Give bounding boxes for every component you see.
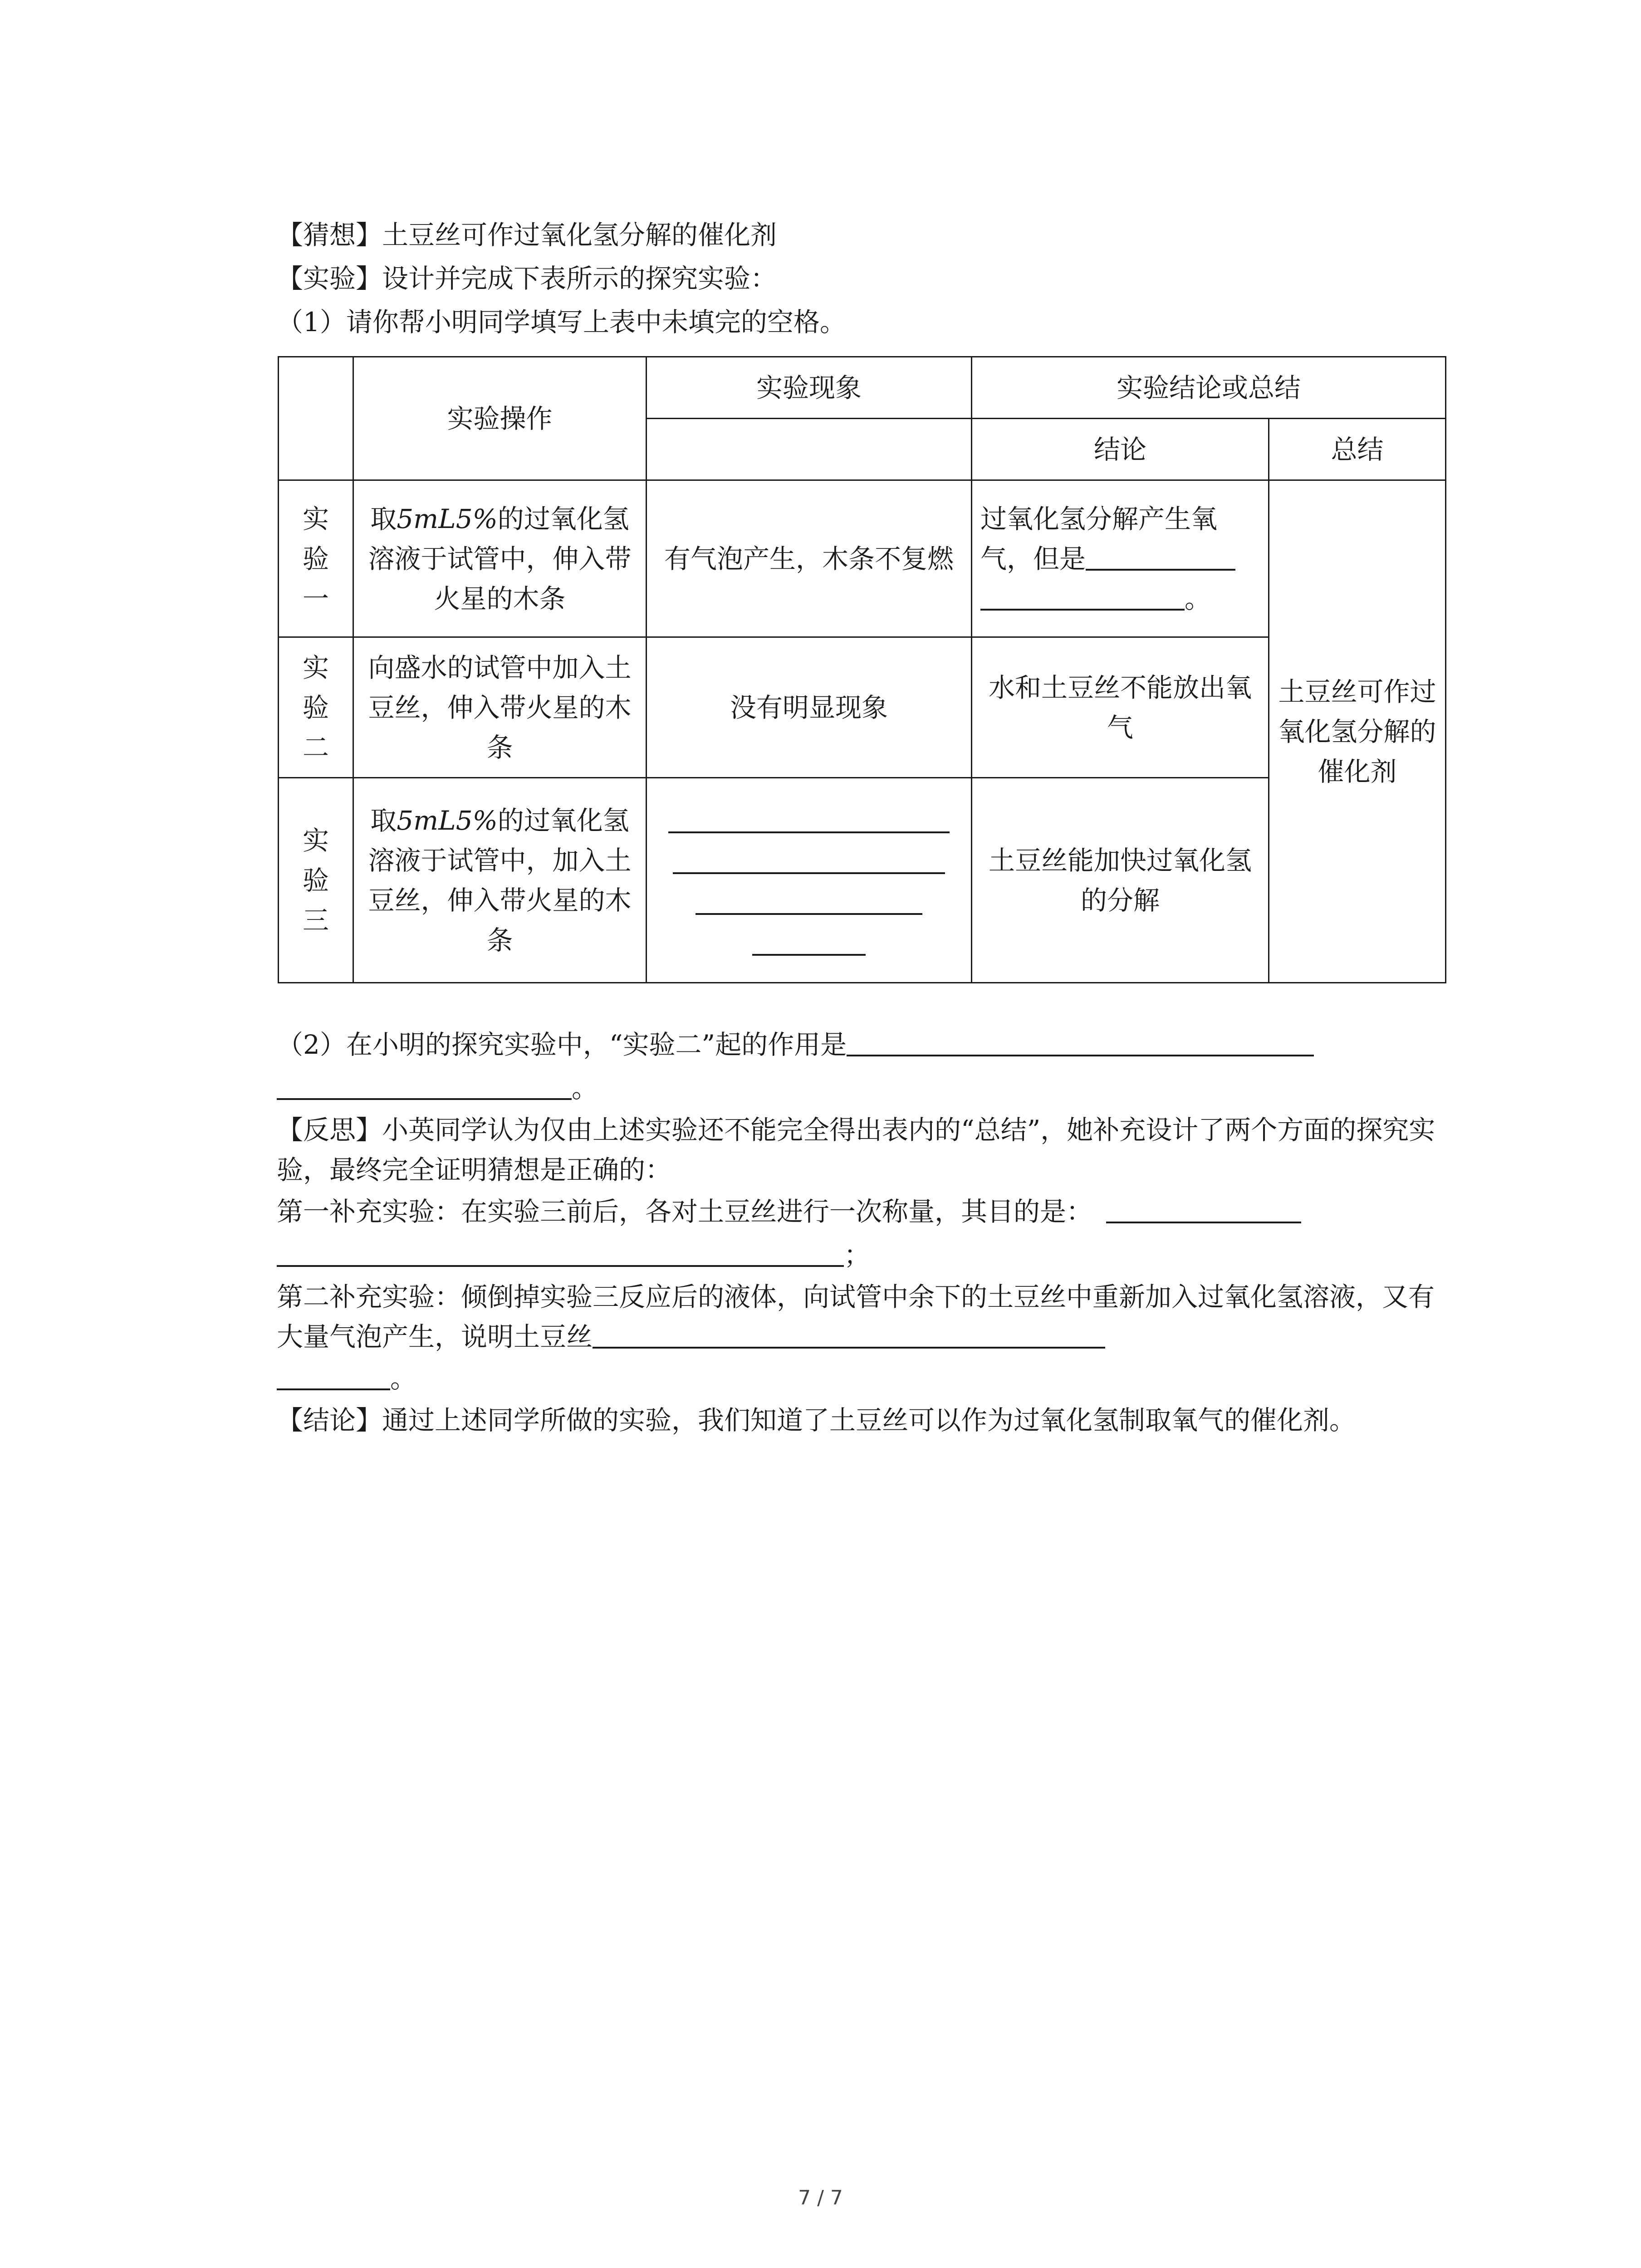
phenomenon-cell: 没有明显现象	[647, 637, 972, 778]
table-corner-cell	[279, 357, 353, 480]
supplement-2-continue: 。	[277, 1357, 1447, 1400]
operation-cell: 向盛水的试管中加入土豆丝，伸入带火星的木条	[353, 637, 647, 778]
header-summary: 总结	[1269, 419, 1446, 480]
questions-block	[277, 1023, 1447, 1440]
table-row	[279, 480, 1446, 637]
guess-line: 【猜想】土豆丝可作过氧化氢分解的催化剂	[277, 220, 777, 250]
intro-block	[277, 213, 1447, 344]
conclusion-cell: 水和土豆丝不能放出氧气	[972, 637, 1269, 778]
experiment-table	[278, 356, 1446, 983]
answer-blank[interactable]	[277, 1072, 572, 1100]
operation-cell: 取5mL5%的过氧化氢溶液于试管中，伸入带火星的木条	[353, 480, 647, 637]
supplement-1-continue: ；	[277, 1233, 1447, 1277]
answer-blank[interactable]	[980, 582, 1185, 611]
answer-blank[interactable]	[1106, 1195, 1301, 1223]
answer-blank[interactable]	[668, 805, 950, 833]
experiment-line: 【实验】设计并完成下表所示的探究实验：	[277, 263, 777, 294]
supplement-1-line: 第一补充实验：在实验三前后，各对土豆丝进行一次称量，其目的是：	[277, 1190, 1447, 1233]
answer-blank[interactable]	[1086, 543, 1235, 571]
answer-blank[interactable]	[593, 1320, 1105, 1349]
answer-blank[interactable]	[752, 928, 866, 956]
answer-blank[interactable]	[673, 846, 945, 874]
row-label: 实 验 二	[279, 637, 353, 778]
header-conclusion: 结论	[972, 419, 1269, 480]
header-phenomenon-empty	[647, 419, 972, 480]
answer-blank[interactable]	[696, 887, 922, 915]
header-phenomenon: 实验现象	[647, 357, 972, 419]
conclusion-cell: 过氧化氢分解产生氧气，但是 。	[972, 480, 1269, 637]
header-operation: 实验操作	[353, 357, 647, 480]
header-conclusion-summary: 实验结论或总结	[972, 357, 1446, 419]
answer-blank[interactable]	[277, 1239, 844, 1267]
phenomenon-answer-cell	[647, 778, 972, 983]
page-number: 7 / 7	[798, 2186, 843, 2209]
phenomenon-cell: 有气泡产生，木条不复燃	[647, 480, 972, 637]
summary-cell: 土豆丝可作过氧化氢分解的催化剂	[1269, 480, 1446, 983]
row-label: 实 验 一	[279, 480, 353, 637]
reflection-text: 【反思】小英同学认为仅由上述实验还不能完全得出表内的“总结”，她补充设计了两个方面的探究实验，最终完全证明猜想是正确的：	[277, 1114, 1435, 1185]
row-label: 实 验 三	[279, 778, 353, 983]
question-1-line: （1）请你帮小明同学填写上表中未填完的空格。	[277, 307, 846, 337]
answer-blank[interactable]	[277, 1362, 390, 1390]
supplement-2-text: 第二补充实验：倾倒掉实验三反应后的液体，向试管中余下的土豆丝中重新加入过氧化氢溶液，又有大量气泡产生，说明土豆丝	[277, 1281, 1435, 1352]
operation-cell: 取5mL5%的过氧化氢溶液于试管中，加入土豆丝，伸入带火星的木条	[353, 778, 647, 983]
conclusion-text: 【结论】通过上述同学所做的实验，我们知道了土豆丝可以作为过氧化氢制取氧气的催化剂。	[277, 1405, 1356, 1436]
conclusion-cell: 土豆丝能加快过氧化氢的分解	[972, 778, 1269, 983]
question-2-continue: 。	[277, 1066, 1447, 1110]
answer-blank[interactable]	[847, 1028, 1314, 1056]
question-2-line: （2）在小明的探究实验中，“实验二”起的作用是	[277, 1023, 1447, 1066]
